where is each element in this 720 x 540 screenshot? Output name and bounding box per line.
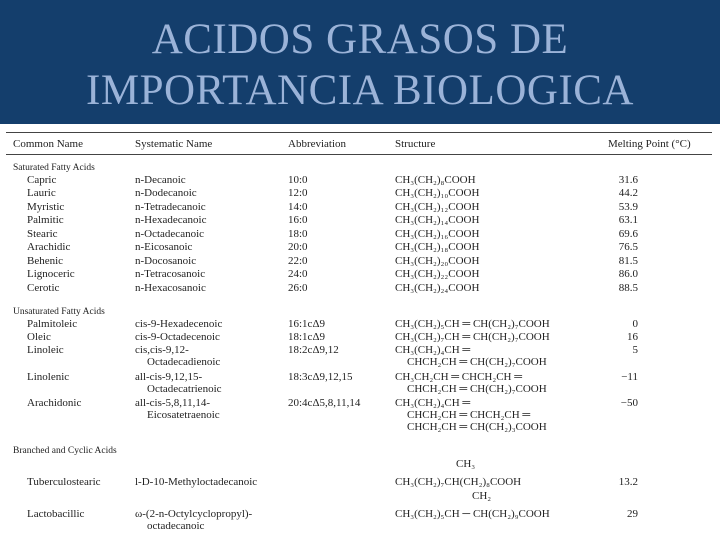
cell-structure: CH₃(CH₂)₁₆COOH [395, 228, 480, 240]
cell-abbreviation: 18:0 [288, 228, 308, 240]
cell-structure: CH₃(CH₂)₄CH ═ [395, 344, 471, 356]
cell-abbreviation: 26:0 [288, 282, 308, 294]
cell-melting-point: 53.9 [618, 201, 638, 213]
table-row-continued [0, 383, 720, 396]
cell-common-name: Palmitic [27, 214, 64, 226]
cell-structure: CH₃(CH₂)₁₈COOH [395, 241, 480, 253]
table-row-continued [0, 421, 720, 434]
cell-systematic-name: all-cis-5,8,11,14- [135, 397, 211, 409]
cell-abbreviation: 16:1cΔ9 [288, 318, 326, 330]
cell-common-name: Linolenic [27, 371, 70, 383]
section-branched: Branched and Cyclic Acids [13, 446, 117, 456]
cell-structure: CH₃(CH₂)₂₂COOH [395, 268, 480, 280]
title-line-2: IMPORTANCIA BIOLOGICA [86, 67, 634, 114]
cell-common-name: Lauric [27, 187, 56, 199]
cell-systematic-name: all-cis-9,12,15- [135, 371, 203, 383]
cell-systematic-name: cis-9-Octadecenoic [135, 331, 220, 343]
cell-systematic-name-cont: Octadecadienoic [147, 356, 221, 368]
cell-abbreviation: 20:0 [288, 241, 308, 253]
cell-abbreviation: 12:0 [288, 187, 308, 199]
cell-abbreviation: 14:0 [288, 201, 308, 213]
cell-melting-point: 81.5 [618, 255, 638, 267]
cell-systematic-name: l-D-10-Methyloctadecanoic [135, 476, 258, 488]
cell-common-name: Oleic [27, 331, 51, 343]
cell-melting-point: 13.2 [618, 476, 638, 488]
cell-systematic-name: n-Hexacosanoic [135, 282, 206, 294]
cell-structure-cont: CHCH₂CH ═ CHCH₂CH ═ [407, 409, 531, 421]
table-row [0, 241, 720, 254]
cell-common-name: Stearic [27, 228, 58, 240]
fatty-acids-table [0, 124, 720, 540]
cell-common-name: Arachidic [27, 241, 71, 253]
cell-systematic-name: cis,cis-9,12- [135, 344, 189, 356]
cell-melting-point: 88.5 [618, 282, 638, 294]
cell-structure: CH₃(CH₂)₂₄COOH [395, 282, 480, 294]
cell-abbreviation: 18:3cΔ9,12,15 [288, 371, 353, 383]
cell-common-name: Capric [27, 174, 57, 186]
cell-structure-branch-top: CH₂ [472, 490, 492, 502]
cell-common-name: Linoleic [27, 344, 64, 356]
table-row [0, 476, 720, 489]
table-row [0, 214, 720, 227]
cell-structure: CH₃CH₂CH ═ CHCH₂CH ═ [395, 371, 523, 383]
cell-structure: CH₃(CH₂)₄CH ═ [395, 397, 471, 409]
cell-melting-point: 29 [627, 508, 638, 520]
cell-systematic-name-cont: octadecanoic [147, 520, 205, 532]
cell-common-name: Lignoceric [27, 268, 75, 280]
table-row [0, 318, 720, 331]
cell-structure: CH₃(CH₂)₇CH ═ CH(CH₂)₇COOH [395, 331, 550, 343]
table-row [0, 228, 720, 241]
cell-abbreviation: 16:0 [288, 214, 308, 226]
cell-structure: CH₃(CH₂)₅CH ═ CH(CH₂)₇COOH [395, 318, 550, 330]
cell-structure-cont: CHCH₂CH ═ CH(CH₂)₃COOH [407, 421, 547, 433]
cell-abbreviation: 18:2cΔ9,12 [288, 344, 339, 356]
cell-systematic-name: cis-9-Hexadecenoic [135, 318, 223, 330]
cell-structure: CH₃(CH₂)₁₄COOH [395, 214, 480, 226]
cell-structure: CH₃(CH₂)₁₂COOH [395, 201, 480, 213]
section-saturated: Saturated Fatty Acids [13, 163, 95, 173]
cell-melting-point: 76.5 [618, 241, 638, 253]
page-title [0, 14, 720, 116]
cell-structure-cont: CHCH₂CH ═ CH(CH₂)₇COOH [407, 383, 547, 395]
cell-common-name: Cerotic [27, 282, 60, 294]
cell-systematic-name: n-Eicosanoic [135, 241, 193, 253]
table-row-continued [0, 520, 720, 533]
cell-systematic-name: n-Decanoic [135, 174, 186, 186]
cell-systematic-name: ω-(2-n-Octylcyclopropyl)- [135, 508, 253, 520]
cell-melting-point: 31.6 [618, 174, 638, 186]
cell-common-name: Lactobacillic [27, 508, 85, 520]
cell-common-name: Tuberculostearic [27, 476, 101, 488]
cell-abbreviation: 18:1cΔ9 [288, 331, 326, 343]
table-row [0, 255, 720, 268]
table-header-rule [6, 154, 712, 155]
cell-systematic-name: n-Hexadecanoic [135, 214, 207, 226]
header-systematic-name: Systematic Name [135, 138, 213, 150]
cell-melting-point: 69.6 [618, 228, 638, 240]
cell-systematic-name-cont: Eicosatetraenoic [147, 409, 220, 421]
cell-melting-point: 5 [632, 344, 638, 356]
cell-abbreviation: 24:0 [288, 268, 308, 280]
table-row [0, 282, 720, 295]
header-melting-point: Melting Point (°C) [608, 138, 691, 150]
cell-systematic-name-cont: Octadecatrienoic [147, 383, 222, 395]
cell-common-name: Palmitoleic [27, 318, 78, 330]
cell-structure: CH₃(CH₂)₂₀COOH [395, 255, 480, 267]
cell-abbreviation: 22:0 [288, 255, 308, 267]
cell-structure: CH₃(CH₂)₁₀COOH [395, 187, 480, 199]
cell-melting-point: −50 [620, 397, 638, 409]
header-structure: Structure [395, 138, 436, 150]
table-row-superscript [0, 490, 720, 503]
header-common-name: Common Name [13, 138, 83, 150]
cell-systematic-name: n-Tetradecanoic [135, 201, 206, 213]
table-row-continued [0, 356, 720, 369]
cell-systematic-name: n-Dodecanoic [135, 187, 197, 199]
table-row [0, 268, 720, 281]
title-line-1: ACIDOS GRASOS DE [151, 16, 569, 63]
cell-melting-point: 16 [627, 331, 638, 343]
cell-melting-point: 44.2 [618, 187, 638, 199]
table-top-rule [6, 132, 712, 133]
cell-systematic-name: n-Tetracosanoic [135, 268, 206, 280]
table-row [0, 187, 720, 200]
cell-structure: CH₃(CH₂)₈COOH [395, 174, 476, 186]
cell-common-name: Arachidonic [27, 397, 82, 409]
cell-structure-branch-top: CH₃ [456, 458, 476, 470]
cell-common-name: Myristic [27, 201, 65, 213]
table-row [0, 331, 720, 344]
cell-melting-point: 0 [632, 318, 638, 330]
cell-melting-point: 86.0 [618, 268, 638, 280]
title-banner [0, 0, 720, 124]
cell-abbreviation: 20:4cΔ5,8,11,14 [288, 397, 361, 409]
cell-abbreviation: 10:0 [288, 174, 308, 186]
cell-melting-point: −11 [621, 371, 638, 383]
cell-structure: CH₃(CH₂)₇CH(CH₂)₈COOH [395, 476, 522, 488]
table-row [0, 174, 720, 187]
section-unsaturated: Unsaturated Fatty Acids [13, 307, 105, 317]
cell-structure: CH₃(CH₂)₅CH ─ CH(CH₂)₉COOH [395, 508, 550, 520]
cell-systematic-name: n-Docosanoic [135, 255, 197, 267]
cell-melting-point: 63.1 [618, 214, 638, 226]
cell-systematic-name: n-Octadecanoic [135, 228, 205, 240]
header-abbreviation: Abbreviation [288, 138, 347, 150]
cell-common-name: Behenic [27, 255, 64, 267]
table-row-superscript [0, 458, 720, 471]
table-row [0, 201, 720, 214]
cell-structure-cont: CHCH₂CH ═ CH(CH₂)₇COOH [407, 356, 547, 368]
